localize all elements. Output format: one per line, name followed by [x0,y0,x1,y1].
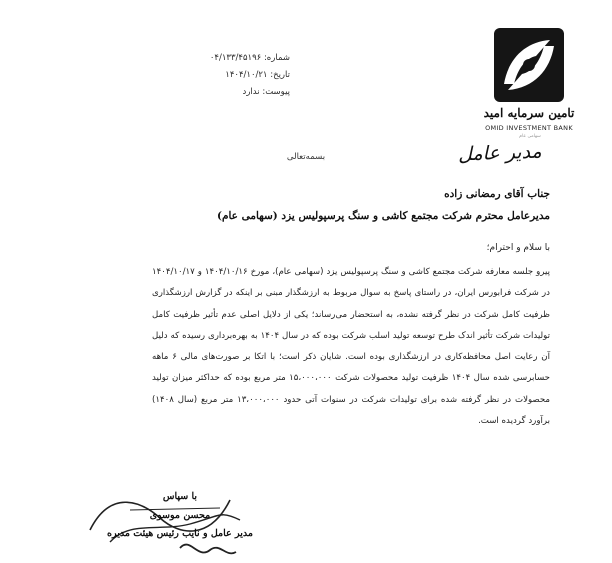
letter-number-row [150,50,290,67]
logo-name-fa: تامین سرمایه امید [483,106,575,120]
letter-attachment-row [150,84,290,101]
logo-note: سهامی عام [519,134,541,139]
letter-date-row [150,67,290,84]
addressee-name: جناب آقای رمضانی زاده [444,188,550,200]
omid-logo-icon [474,26,584,106]
letter-meta [150,50,290,101]
signatory-name: محسن موسوی [149,510,211,521]
greeting: با سلام و احترام؛ [486,243,550,253]
handwritten-heading: مدیر عامل [457,140,543,166]
basmala: بسمه‌تعالی [286,152,326,162]
letter-body: پیرو جلسه معارفه شرکت مجتمع کاشی و سنگ پرسپولیس یزد (سهامی عام)، مورخ ۱۴۰۴/۱۰/۱۶ و ۱۴۰۴/۱۰/۱۷ در شرکت فرابورس ایران، در راستای پاسخ به سوال مربوط به ارزشگذار مبنی بر اینکه در گزارش ارزشگذاری ظرفیت کامل شرکت در نظر گرفته نشده، به استحضار می‌رساند؛ یکی از دلایل اصلی عدم تأثیر ظرفیت کامل تولیدات شرکت تأثیر اندک طرح توسعه تولید اسلب شرکت بوده که در سال ۱۴۰۴ به بهره‌برداری رسیده که دلیل آن رعایت اصل محافظه‌کاری در ارزشگذاری بوده است. شایان ذکر است؛ با اتکا بر صورت‌های مالی ۶ ماهه حسابرسی شده سال ۱۴۰۴ ظرفیت تولید محصولات شرکت ۱۵،۰۰۰،۰۰۰ متر مربع بوده که حداکثر میزان تولید محصولات در نظر گرفته شده برای تولیدات شرکت در سنوات آتی حدود ۱۳،۰۰۰،۰۰۰ متر مربع (سال ۱۴۰۸) برآورد گردیده است. [152,267,551,427]
letter-number-value: ۰۴/۱۳۳/۴۵۱۹۶ [209,53,262,63]
letter-number-label: شماره: [263,53,290,63]
addressee-title: مدیرعامل محترم شرکت مجتمع کاشی و سنگ پرسپولیس یزد (سهامی عام) [217,210,550,222]
letter-attachment-value: ندارد [242,87,260,97]
signatory-title: مدیر عامل و نایب رئیس هیئت مدیره [107,528,253,539]
company-logo [470,26,588,146]
signature-thanks: با سپاس [162,491,198,502]
logo-name-en: OMID INVESTMENT BANK [485,124,573,132]
letter-date-label: تاریخ: [270,70,290,80]
letter-date-value: ۱۴۰۴/۱۰/۲۱ [225,70,268,80]
letter-attachment-label: پیوست: [262,87,290,97]
